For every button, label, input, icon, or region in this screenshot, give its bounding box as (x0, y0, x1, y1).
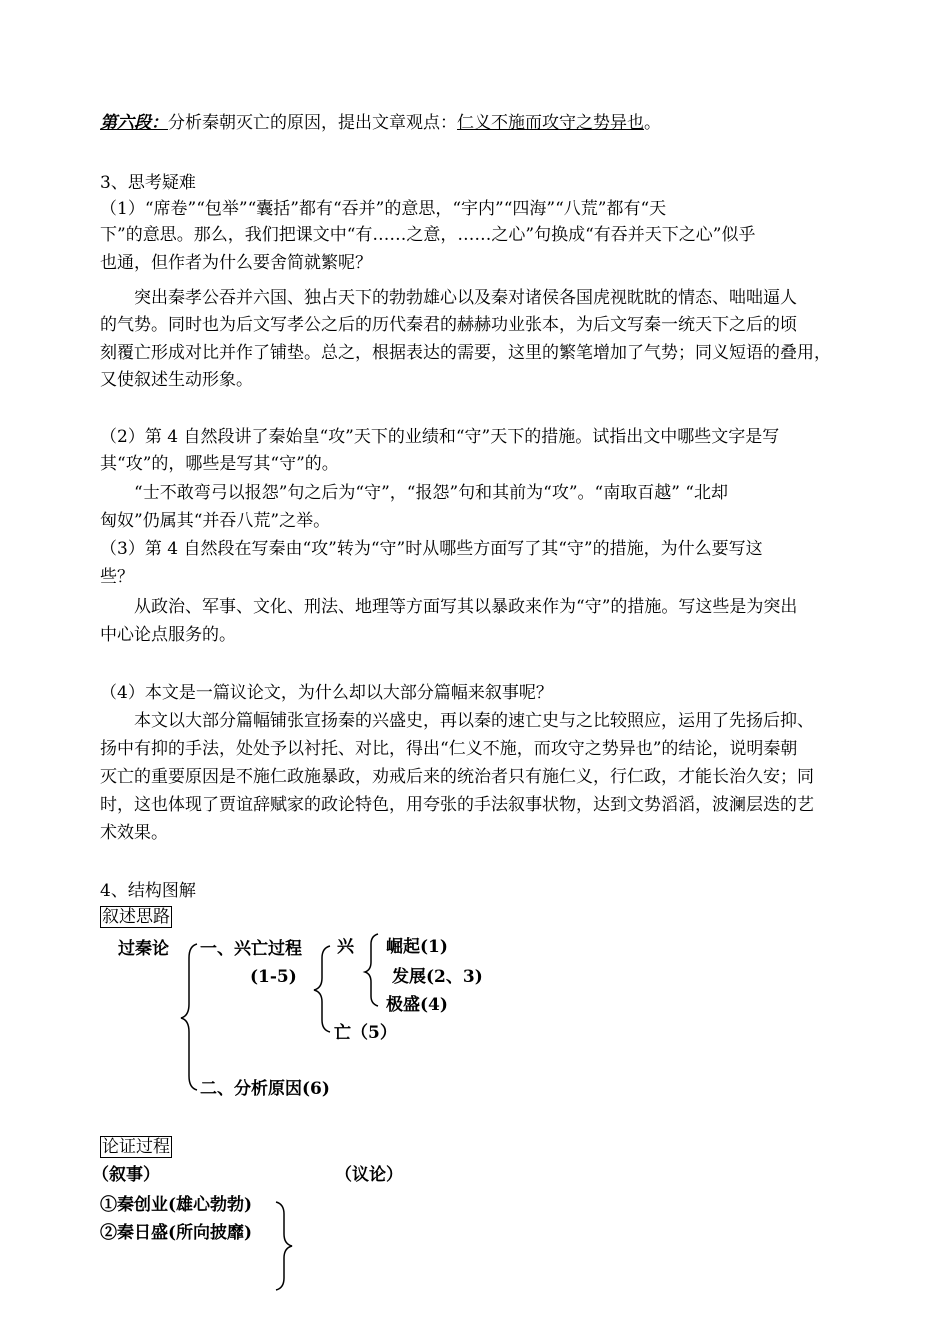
a2-line: “士不敢弯弓以报怨”句之后为“守”，“报怨”句和其前为“攻”。“南取百越” “北却 (134, 483, 729, 503)
argument-item: ①秦创业(雄心勃勃) (100, 1195, 253, 1215)
argument-discuss-head: （议论） (335, 1165, 403, 1185)
main-brace (181, 944, 197, 1090)
q2-line: 其“攻”的，哪些是写其“守”的。 (100, 454, 339, 474)
a4-line: 本文以大部分篇幅铺张宣扬秦的兴盛史，再以秦的速亡史与之比较照应，运用了先扬后抑、 (134, 711, 814, 731)
diagram-part2: 二、分析原因(6) (200, 1079, 330, 1099)
q3-line: （3）第 4 自然段在写秦由“攻”转为“守”时从哪些方面写了其“守”的措施，为什么要写这 (100, 539, 763, 559)
a1-line: 又使叙述生动形象。 (100, 370, 253, 390)
diagram-rise-item: 极盛(4) (386, 995, 448, 1015)
a4-line: 扬中有抑的手法，处处予以衬托、对比，得出“仁义不施，而攻守之势异也”的结论，说明秦朝 (100, 739, 798, 759)
rise-brace (365, 934, 378, 1006)
a2-line: 匈奴”仍属其“并吞八荒”之举。 (100, 511, 331, 531)
q1-line: （1）“席卷”“包举”“囊括”都有“吞并”的意思，“宇内”“四海”“八荒”都有“天 (100, 199, 667, 219)
para6-end: 。 (644, 113, 661, 133)
diagram-part1-range: (1-5) (250, 967, 297, 987)
process-brace (314, 946, 330, 1032)
a4-line: 术效果。 (100, 823, 168, 843)
para6-label: 第六段： (100, 113, 168, 133)
diagram-rise: 兴 (337, 937, 354, 957)
argument-item: ②秦日盛(所向披靡) (100, 1223, 253, 1243)
para6-thesis: 仁义不施而攻守之势异也 (457, 113, 644, 133)
a3-line: 从政治、军事、文化、刑法、地理等方面写其以暴政来作为“守”的措施。写这些是为突出 (134, 597, 798, 617)
a3-line: 中心论点服务的。 (100, 625, 236, 645)
a1-line: 突出秦孝公吞并六国、独占天下的勃勃雄心以及秦对诸侯各国虎视眈眈的情态、咄咄逼人 (134, 288, 797, 308)
diagram-part1: 一、兴亡过程 (200, 939, 302, 959)
a1-line: 的气势。同时也为后文写孝公之后的历代秦君的赫赫功业张本，为后文写秦一统天下之后的顷 (100, 315, 797, 335)
q4-line: （4）本文是一篇议论文，为什么却以大部分篇幅来叙事呢？ (100, 683, 553, 703)
diagram-rise-item: 崛起(1) (386, 937, 448, 957)
diagram-rise-item: 发展(2、3) (392, 967, 483, 987)
a4-line: 灭亡的重要原因是不施仁政施暴政，劝戒后来的统治者只有施仁义，行仁政，才能长治久安；同 (100, 767, 814, 787)
q1-line: 也通，但作者为什么要舍简就繁呢？ (100, 253, 372, 273)
para6-text: 分析秦朝灭亡的原因，提出文章观点： (168, 113, 457, 133)
section3-heading: 3、思考疑难 (100, 173, 196, 193)
q2-line: （2）第 4 自然段讲了秦始皇“攻”天下的业绩和“守”天下的措施。试指出文中哪些文字是写 (100, 427, 780, 447)
diagram-root: 过秦论 (118, 939, 169, 959)
a4-line: 时，这也体现了贾谊辞赋家的政论特色，用夸张的手法叙事状物，达到文势滔滔，波澜层迭的艺 (100, 795, 814, 815)
section4-heading: 4、结构图解 (100, 881, 196, 901)
diagram-fall: 亡（5） (334, 1023, 397, 1043)
argument-brace (276, 1202, 292, 1290)
q1-line: 下”的意思。那么，我们把课文中“有……之意，……之心”句换成“有吞并天下之心”似乎 (100, 225, 756, 245)
a1-line: 刻覆亡形成对比并作了铺垫。总之，根据表达的需要，这里的繁笔增加了气势；同义短语的叠用， (100, 343, 831, 363)
argument-box: 论证过程 (102, 1137, 170, 1157)
argument-narrate-head: （叙事） (92, 1165, 160, 1185)
q3-line: 些？ (100, 567, 134, 587)
narrative-box: 叙述思路 (102, 907, 170, 927)
